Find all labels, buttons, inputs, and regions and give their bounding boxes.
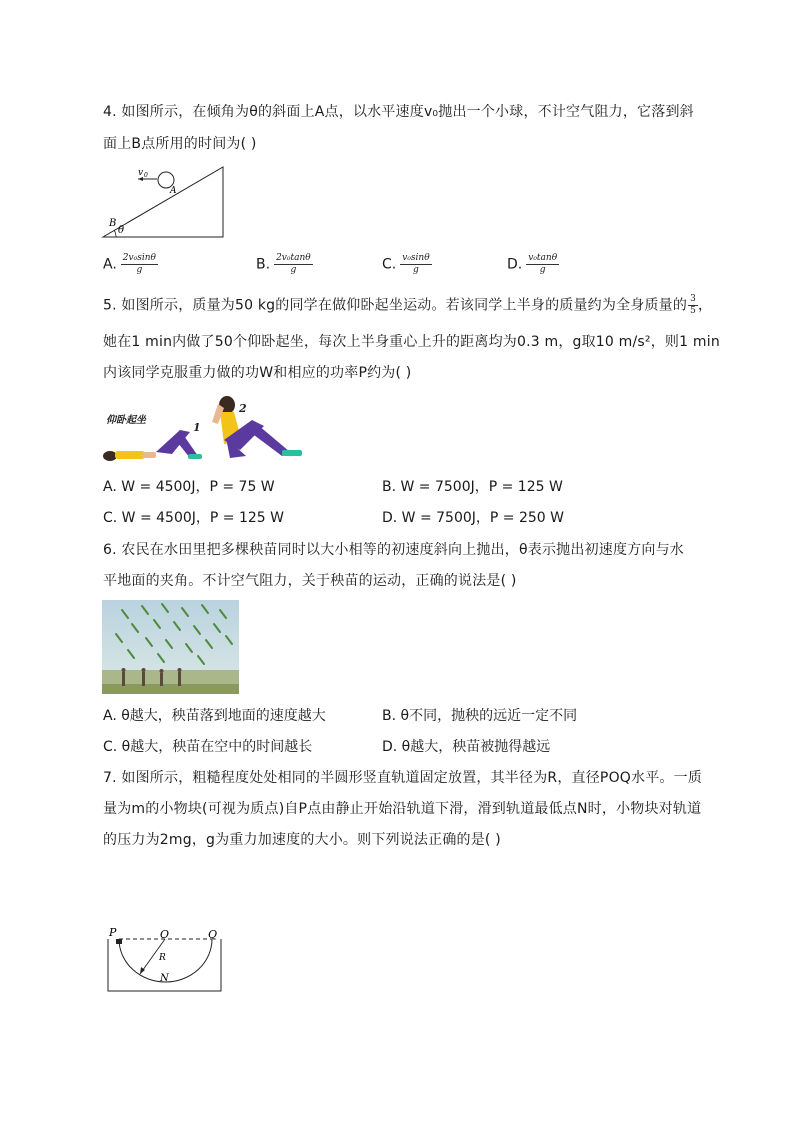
label-Q: Q — [208, 928, 218, 941]
q4-option-c[interactable]: C. $\frac{\text{v₀sinθ}}{g}$ — [382, 253, 430, 275]
label-N: N — [160, 973, 169, 984]
q6-stem-line1: 6. 农民在水田里把多棵秧苗同时以大小相等的初速度斜向上抛出，θ表示抛出初速度方向与水 — [103, 542, 684, 558]
q5-option-d[interactable]: D. W = 7500J，P = 250 W — [382, 510, 564, 526]
q4-option-b[interactable]: B. $\frac{\text{2v₀tanθ}}{g}$ — [256, 253, 311, 275]
q4-stem-line1: 4. 如图所示，在倾角为θ的斜面上A点，以水平速度v₀抛出一个小球，不计空气阻力，它落到斜 — [103, 104, 694, 120]
q7-stem-line2: 量为m的小物块(可视为质点)自P点由静止开始沿轨道下滑，滑到轨道最低点N时，小物块对轨道 — [103, 801, 702, 817]
situps-caption: 仰卧起坐 — [106, 415, 146, 426]
label-2: 2 — [239, 402, 247, 415]
label-1: 1 — [193, 421, 201, 434]
person-lying — [103, 430, 202, 461]
q5-situps-figure — [100, 390, 308, 466]
q5-stem-line1: 5. 如图所示，质量为50 kg的同学在做仰卧起坐运动。若该同学上半身的质量约为全身质量的 $\frac{3}{5}$ ， — [103, 294, 713, 316]
svg-text:0: 0 — [144, 172, 148, 179]
label-R: R — [159, 953, 166, 963]
q7-stem-line3: 的压力为2mg，g为重力加速度的大小。则下列说法正确的是( ) — [103, 832, 501, 848]
label-O: O — [160, 928, 170, 941]
label-B: B — [109, 218, 117, 229]
q4-option-a[interactable]: A. $\frac{\text{2v₀sinθ}}{g}$ — [103, 253, 156, 275]
q6-option-d[interactable]: D. θ越大，秧苗被抛得越远 — [382, 739, 551, 755]
q5-option-c[interactable]: C. W = 4500J，P = 125 W — [103, 510, 284, 526]
q4-stem-line2: 面上B点所用的时间为( ) — [103, 136, 257, 152]
q5-stem-line2: 她在1 min内做了50个仰卧起坐，每次上半身重心上升的距离均为0.3 m，g取10 m/s²，则1 min — [103, 334, 720, 350]
q6-option-c[interactable]: C. θ越大，秧苗在空中的时间越长 — [103, 739, 313, 755]
label-v0: v — [138, 168, 144, 178]
q6-rice-field-photo — [102, 600, 239, 694]
label-theta: θ — [118, 225, 125, 236]
q5-option-a[interactable]: A. W = 4500J，P = 75 W — [103, 479, 275, 495]
q4-incline-figure — [100, 160, 230, 242]
q5-option-b[interactable]: B. W = 7500J，P = 125 W — [382, 479, 563, 495]
q5-stem-line3: 内该同学克服重力做的功W和相应的功率P约为( ) — [103, 365, 412, 381]
person-sitting — [212, 396, 302, 458]
label-A: A — [170, 186, 177, 196]
q7-semicircle-track-figure — [100, 920, 230, 996]
label-P: P — [109, 926, 117, 939]
q4-option-d[interactable]: D. $\frac{\text{v₀tanθ}}{g}$ — [507, 253, 558, 275]
block-at-P — [116, 939, 122, 944]
q7-stem-line1: 7. 如图所示，粗糙程度处处相同的半圆形竖直轨道固定放置，其半径为R，直径POQ水平。一质 — [103, 770, 703, 786]
q6-stem-line2: 平地面的夹角。不计空气阻力，关于秧苗的运动，正确的说法是( ) — [103, 573, 517, 589]
q6-option-b[interactable]: B. θ不同，抛秧的远近一定不同 — [382, 708, 578, 724]
q6-option-a[interactable]: A. θ越大，秧苗落到地面的速度越大 — [103, 708, 326, 724]
